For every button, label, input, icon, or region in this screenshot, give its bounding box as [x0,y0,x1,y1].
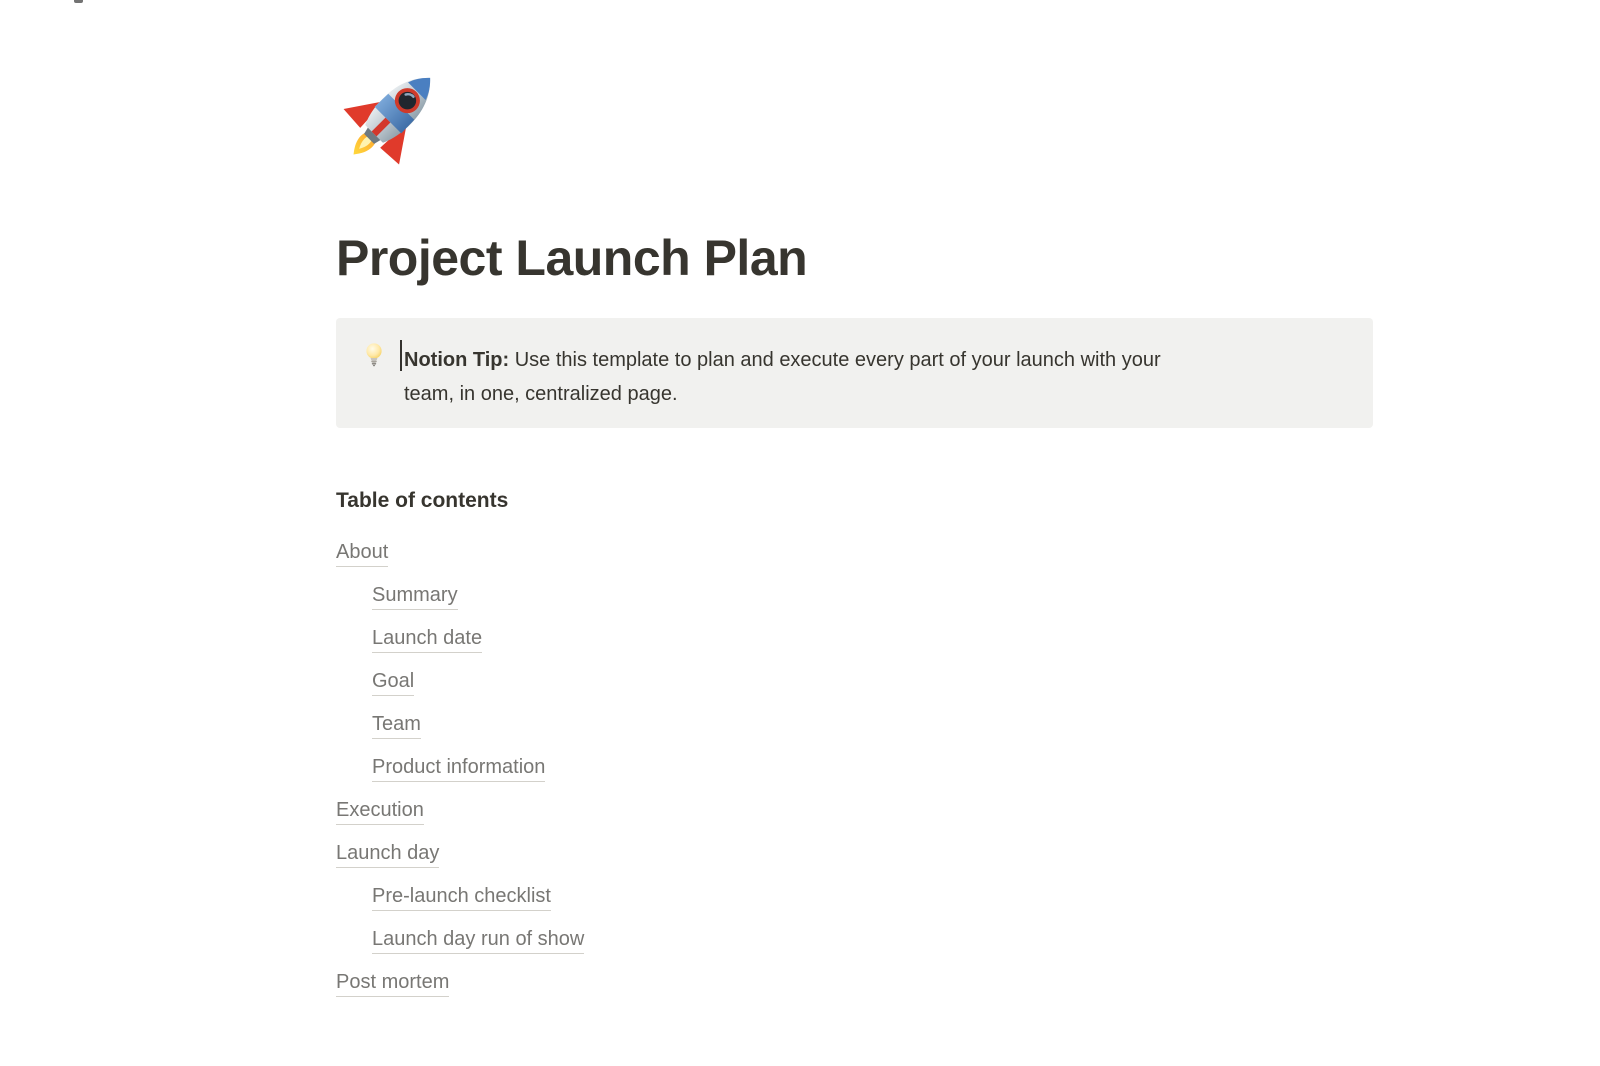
toc-item[interactable] [336,661,1373,704]
toc-item[interactable] [336,962,1373,1005]
toc-link[interactable]: Summary [372,584,458,610]
toc-link[interactable]: Post mortem [336,971,449,997]
callout-line-1: Notion Tip: Use this template to plan and execute every part of your launch with your [404,349,1161,371]
window-edge-artifact [74,0,83,3]
light-bulb-icon[interactable] [361,341,387,369]
toc-item[interactable] [336,747,1373,790]
callout-bold-prefix: Notion Tip: [404,349,510,371]
toc-item[interactable] [336,575,1373,618]
toc-item[interactable] [336,833,1373,876]
callout-text[interactable] [404,343,1354,411]
toc-item[interactable] [336,704,1373,747]
toc-link[interactable]: Launch day run of show [372,928,584,954]
toc-list [336,532,1373,1005]
toc-link[interactable]: Execution [336,799,424,825]
toc-link[interactable]: Launch day [336,842,439,868]
toc-item[interactable] [336,532,1373,575]
toc-link[interactable]: Pre-launch checklist [372,885,551,911]
rocket-icon [337,58,450,171]
toc-item[interactable] [336,618,1373,661]
toc-link[interactable]: Launch date [372,627,482,653]
callout-line-2: team, in one, centralized page. [404,383,678,405]
toc-item[interactable] [336,876,1373,919]
toc-link[interactable]: About [336,541,388,567]
page-icon-button[interactable] [337,58,450,171]
toc-link[interactable]: Team [372,713,421,739]
callout-block[interactable] [336,318,1373,428]
toc-link[interactable]: Goal [372,670,414,696]
toc-link[interactable]: Product information [372,756,545,782]
toc-item[interactable] [336,919,1373,962]
page-title[interactable]: Project Launch Plan [336,230,808,286]
text-cursor [400,340,402,371]
toc-item[interactable] [336,790,1373,833]
toc-heading[interactable]: Table of contents [336,489,509,512]
